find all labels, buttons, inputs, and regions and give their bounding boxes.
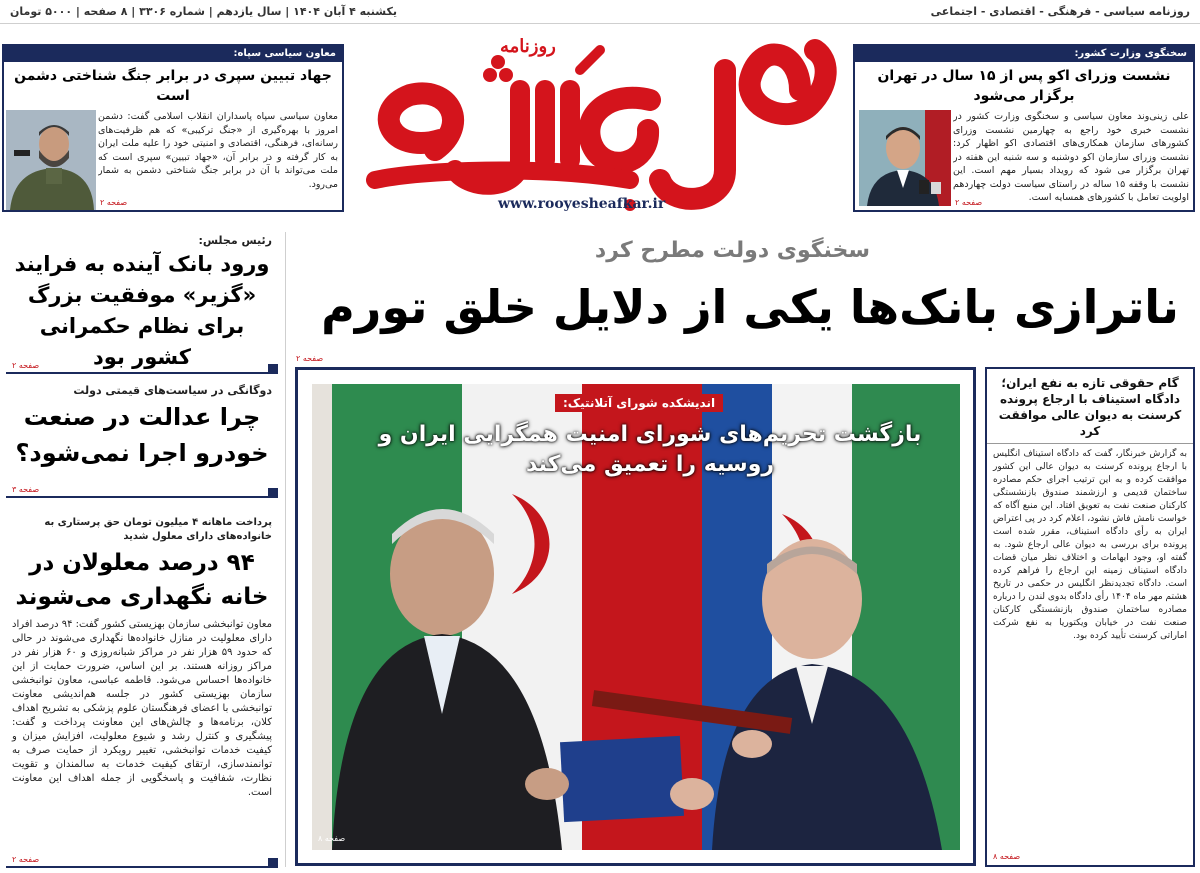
photo-kicker: اندیشکده شورای آتلانتیک: — [555, 394, 723, 412]
story-box-eco-summit[interactable] — [853, 44, 1195, 212]
newspaper-logo[interactable] — [330, 30, 850, 220]
story-kicker: پرداخت ماهانه ۴ میلیون تومان حق پرستاری به خانواده‌های دارای معلول شدید — [44, 517, 272, 542]
story-body: به گزارش خبرنگار، گفت که دادگاه استیناف انگلیس با ارجاع پرونده کرسنت به دیوان عالی این کشور موافقت کرده و به این ترتیب اجرای حکم مصادره ساختمان قدیمی و ارزشمند صندوق بازنشستگی کارکنان صنعت نفت به تعویق افتاد. این منبع آگاه که خواست نامش فاش نشود، اعلام کرد در پی اعتراض ایران به رأی دادگاه استیناف، مقرر شده است پرونده برای بررسی به دیوان عالی ارجاع شود. به گفته او، وجود ابهامات و اختلاف نظر میان قضات دادگاه استیناف زمینه این ارجاع را فراهم کرده است. دادگاه تجدیدنظر انگلیس در حکمی در تاریخ هشتم مهر ماه ۱۴۰۴ رأی دادگاه بدوی لندن را درباره مصادره ساختمان صندوق بازنشستگی کارکنان صنعت نفت در خیابان ویکتوریا به نفع شرکت اماراتی کرسنت تأیید کرده بود. — [993, 449, 1187, 641]
left-column — [0, 232, 282, 873]
story-kicker: دوگانگی در سیاست‌های قیمتی دولت — [73, 384, 272, 397]
story-title[interactable]: گام حقوقی تازه به نفع ایران؛ دادگاه استیناف با ارجاع پرونده کرسنت به دیوان عالی موافقت کرد — [987, 369, 1193, 444]
story-crescent-case[interactable] — [985, 367, 1195, 867]
logo-small-label: روزنامه — [500, 36, 556, 57]
masthead-topbar — [0, 0, 1200, 24]
story-title[interactable]: نشست وزرای اکو پس از ۱۵ سال در تهران برگزار می‌شود — [877, 68, 1171, 104]
story-kicker: رئیس مجلس: — [198, 234, 272, 247]
page-ref[interactable]: صفحه ۲ — [100, 198, 128, 207]
commander-photo — [6, 110, 96, 210]
logo-wordmark — [330, 30, 331, 31]
story-body: معاون توانبخشی سازمان بهزیستی کشور گفت: ۹۴ درصد افراد دارای معلولیت در منازل خانواده‌ها نگهداری می‌شوند در حالی که حدود ۵۹ هزار نفر در مراکز شبانه‌روزی و ۶۰ هزار نفر در مراکز روزانه هستند. بر این اساس، ضرورت حمایت از این خانواده‌ها احساس می‌شود. قاطمه عباسی، معاون توانبخشی سازمان بهزیستی کشور در جلسه هم‌اندیشی معاونت توانبخشی با اعضای فرهنگستان علوم پزشکی به تشریح اهداف کلان، برنامه‌ها و چالش‌های این معاونت پرداخت و گفت: پیشگیری و کنترل رشد و شیوع معلولیت، افزایش میزان و کیفیت خدمات توانبخشی، تغییر رویکرد از حمایت صرف به توانمندسازی، ارتقای کیفیت خدمات به سالمندان و تقویت نظارت، شفافیت و پاسخگویی از جمله اهداف این معاونت است. — [12, 619, 273, 798]
story-title[interactable]: چرا عدالت در صنعت خودرو اجرا نمی‌شود؟ — [15, 403, 269, 467]
page-ref[interactable]: صفحه ۲ — [12, 855, 40, 864]
story-box-jihad-tabyin[interactable] — [2, 44, 344, 212]
main-subheadline: سخنگوی دولت مطرح کرد — [594, 238, 870, 263]
story-kicker: معاون سیاسی سپاه: — [4, 46, 342, 62]
newspaper-tagline: روزنامه سیاسی - فرهنگی - اقتصادی - اجتماعی — [930, 5, 1190, 18]
photo-title[interactable]: بازگشت تحریم‌های شورای امنیت همگرایی ایران و روسیه را تعمیق می‌کند — [378, 422, 922, 477]
story-body: علی زینی‌وند معاون سیاسی و سخنگوی وزارت کشور در نشست خبری خود راجع به چهارمین نشست وزرای کشورهای سازمان همکاری‌های اقتصادی اکو اظهار کرد: نشست وزرای سازمان اکو دوشنبه و سه شنبه این هفته در تهران برگزار می شود که رویداد بسیار مهم است. این نشست با وقفه ۱۵ ساله در راستای سیاست دولت چهاردهم اولویت تعامل با کشورهای همسایه است. — [953, 111, 1189, 203]
spokesman-photo — [859, 110, 951, 206]
section-marker — [268, 858, 278, 868]
story-title[interactable]: ورود بانک آینده به فرایند «گزیر» موفقیت بزرگ برای نظام حکمرانی کشور بود — [14, 252, 270, 369]
page-ref[interactable]: صفحه ۳ — [12, 485, 40, 494]
page-ref[interactable]: صفحه ۲ — [12, 361, 40, 370]
story-body: معاون سیاسی سپاه پاسداران انقلاب اسلامی گفت: دشمن امروز با بهره‌گیری از «جنگ ترکیبی» که هم ظرفیت‌های رسانه‌ای، فرهنگی، اقتصادی و امنیتی خود را علیه ملت ایران به کار گرفته و در برابر آن، «جهاد تبیین» سپری است که ملت می‌تواند با آن در برابر جنگ شناختی دشمن به شمار می‌رود. — [98, 111, 338, 190]
section-marker — [268, 488, 278, 498]
website-url[interactable]: www.rooyesheafkar.ir — [498, 196, 666, 212]
page-ref[interactable]: صفحه ۲ — [955, 198, 983, 207]
section-marker — [268, 364, 278, 374]
main-headline[interactable]: ناترازی بانک‌ها یکی از دلایل خلق تورم — [321, 280, 1179, 334]
story-bank-ayandeh[interactable] — [6, 232, 278, 374]
column-divider — [285, 232, 286, 867]
main-page-ref[interactable]: صفحه ۲ — [296, 354, 324, 363]
issue-info: یکشنبه ۴ آبان ۱۴۰۴ | سال یازدهم | شماره ۳۳۰۶ | ۸ صفحه | ۵۰۰۰ تومان — [10, 5, 397, 18]
page-ref[interactable]: صفحه ۸ — [993, 852, 1021, 861]
photo-page-ref[interactable]: صفحه ۸ — [318, 834, 346, 843]
story-title[interactable]: ۹۴ درصد معلولان در خانه نگهداری می‌شوند — [15, 550, 269, 610]
story-title[interactable]: جهاد تبیین سپری در برابر جنگ شناختی دشمن است — [14, 68, 332, 104]
story-car-industry[interactable] — [6, 380, 278, 498]
story-kicker: سخنگوی وزارت کشور: — [855, 46, 1193, 62]
story-disabled-care[interactable] — [6, 514, 278, 868]
